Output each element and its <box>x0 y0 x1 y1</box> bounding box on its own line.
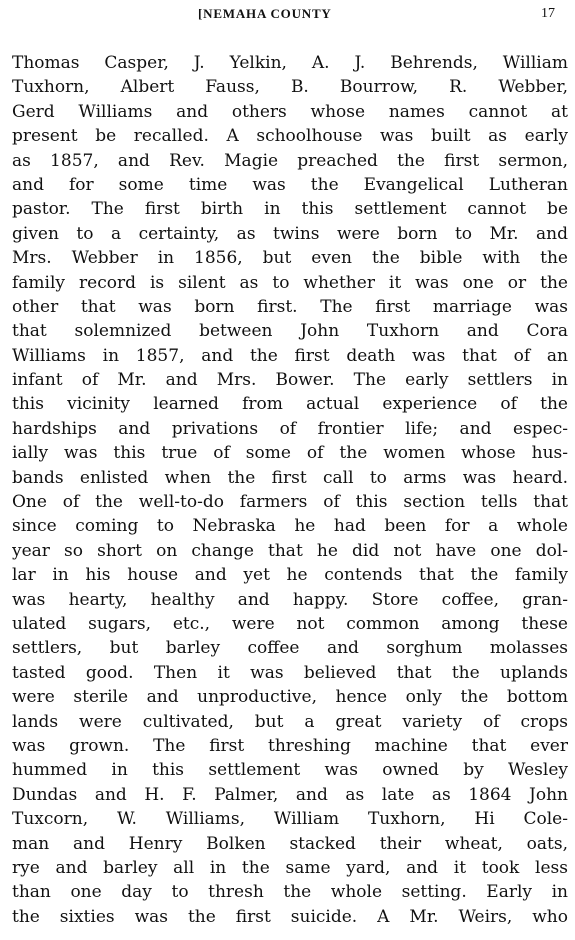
text-line: infant of Mr. and Mrs. Bower. The early settlers in <box>12 370 568 391</box>
text-line: other that was born first. The first marriage was <box>12 296 568 317</box>
text-line: since coming to Nebraska he had been for a whole <box>12 516 568 537</box>
text-line: Tuxhorn, Albert Fauss, B. Bourrow, R. Webber, <box>12 77 568 98</box>
text-line: pastor. The first birth in this settlement cannot be <box>12 199 568 220</box>
text-line: rye and barley all in the same yard, and it took less <box>12 857 568 878</box>
text-line: given to a certainty, as twins were born to Mr. and <box>12 223 568 244</box>
text-line: the sixties was the first suicide. A Mr. Weirs, who <box>12 906 568 927</box>
text-line: this vicinity learned from actual experience of the <box>12 394 568 415</box>
text-line: settlers, but barley coffee and sorghum molasses <box>12 638 568 659</box>
text-line: Dundas and H. F. Palmer, and as late as 1864 John <box>12 784 568 805</box>
text-line: were sterile and unproductive, hence only the bottom <box>12 687 568 708</box>
body-text <box>12 51 568 929</box>
text-line: Tuxcorn, W. Williams, William Tuxhorn, Hi Cole- <box>12 809 568 830</box>
text-line: was hearty, healthy and happy. Store coffee, gran- <box>12 589 568 610</box>
text-line: Mrs. Webber in 1856, but even the bible with the <box>12 248 568 269</box>
text-line: and for some time was the Evangelical Lutheran <box>12 174 568 195</box>
text-line: One of the well-to-do farmers of this section tells that <box>12 492 568 513</box>
text-line: present be recalled. A schoolhouse was built as early <box>12 126 568 147</box>
running-title: [NEMAHA COUNTY <box>198 6 332 21</box>
page-header <box>0 6 575 26</box>
text-line: ially was this true of some of the women whose hus- <box>12 443 568 464</box>
text-line: bands enlisted when the first call to arms was heard. <box>12 467 568 488</box>
text-line: hummed in this settlement was owned by Wesley <box>12 760 568 781</box>
page-number: 17 <box>541 6 555 21</box>
text-line: Thomas Casper, J. Yelkin, A. J. Behrends, William <box>12 53 568 73</box>
text-line: ulated sugars, etc., were not common among these <box>12 613 568 634</box>
text-line: tasted good. Then it was believed that the uplands <box>12 662 568 683</box>
text-line: hardships and privations of frontier life; and espec- <box>12 418 568 439</box>
text-line: Gerd Williams and others whose names cannot at <box>12 101 568 122</box>
text-line: lar in his house and yet he contends that the family <box>12 565 568 586</box>
text-line: man and Henry Bolken stacked their wheat, oats, <box>12 833 568 854</box>
text-line: family record is silent as to whether it was one or the <box>12 272 568 293</box>
text-line: lands were cultivated, but a great variety of crops <box>12 711 568 732</box>
text-line: Williams in 1857, and the first death was that of an <box>12 345 568 366</box>
text-line: as 1857, and Rev. Magie preached the first sermon, <box>12 150 568 171</box>
text-line: than one day to thresh the whole setting. Early in <box>12 882 568 903</box>
text-line: year so short on change that he did not have one dol- <box>12 540 568 561</box>
text-line: was grown. The first threshing machine that ever <box>12 735 568 756</box>
text-line: that solemnized between John Tuxhorn and Cora <box>12 321 568 342</box>
